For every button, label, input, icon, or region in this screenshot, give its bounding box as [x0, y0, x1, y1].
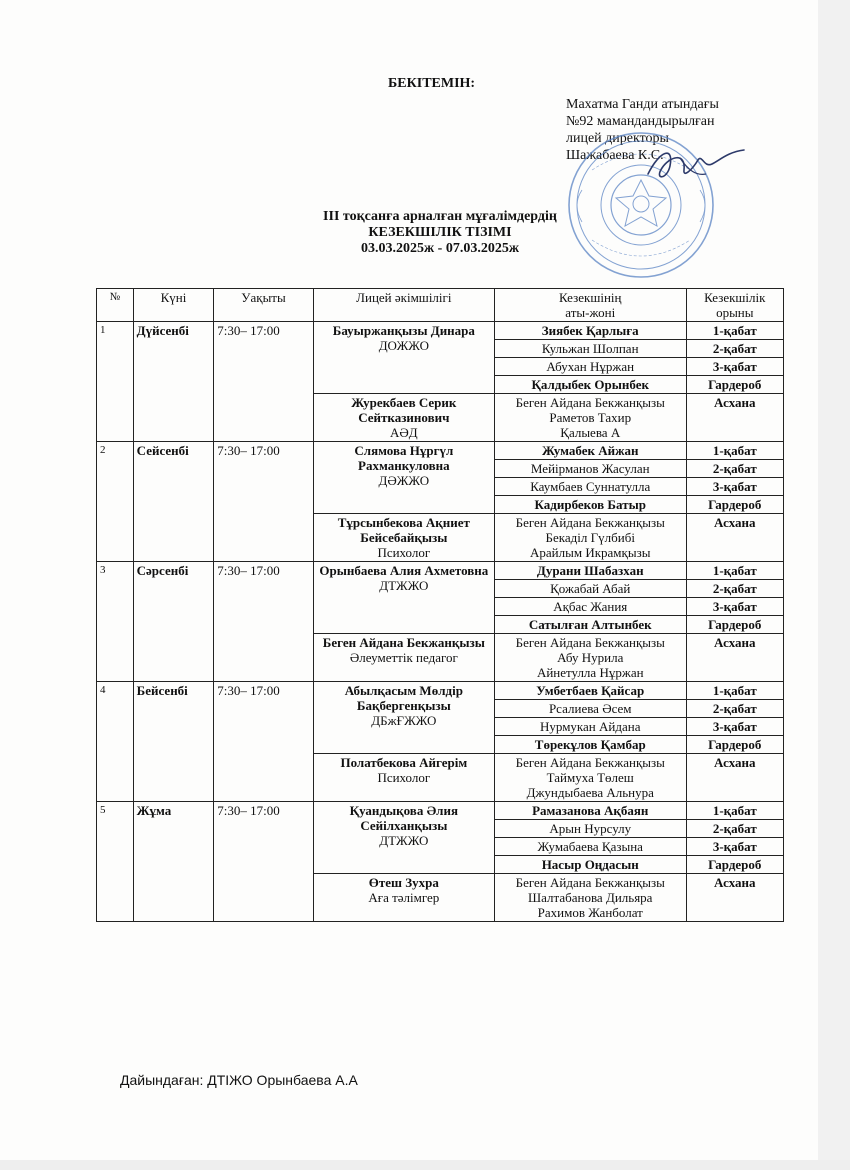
director-line: Махатма Ганди атындағы — [566, 97, 719, 112]
table-row — [97, 682, 784, 700]
canteen-people — [494, 394, 686, 442]
canteen-person: Абу Нурила — [557, 650, 624, 665]
duty-person: Каумбаев Суннатулла — [494, 478, 686, 496]
row-time: 7:30– 17:00 — [214, 802, 313, 922]
row-time: 7:30– 17:00 — [214, 322, 313, 442]
duty-place: 3-қабат — [686, 838, 783, 856]
duty-place: Гардероб — [686, 856, 783, 874]
duty-place: Гардероб — [686, 496, 783, 514]
row-admin — [313, 562, 494, 634]
director-line: Шажабаева К.С. — [566, 148, 664, 163]
header-admin: Лицей әкімшілігі — [313, 289, 494, 322]
approval-title: БЕКІТЕМІН: — [388, 76, 476, 91]
duty-place: 2-қабат — [686, 700, 783, 718]
duty-place: 3-қабат — [686, 358, 783, 376]
canteen-person: Беген Айдана Бекжанқызы — [515, 755, 665, 770]
admin-role: Аға тәлімгер — [368, 890, 440, 905]
row-number: 3 — [97, 562, 134, 682]
director-line: лицей директоры — [566, 131, 669, 146]
duty-place: 2-қабат — [686, 820, 783, 838]
row-admin — [313, 802, 494, 874]
duty-person: Кульжан Шолпан — [494, 340, 686, 358]
row-day: Бейсенбі — [133, 682, 214, 802]
canteen-people — [494, 874, 686, 922]
row-number: 4 — [97, 682, 134, 802]
duty-table — [96, 288, 784, 922]
duty-place: 2-қабат — [686, 580, 783, 598]
scan-edge — [818, 0, 850, 1170]
row-number: 5 — [97, 802, 134, 922]
duty-place: Асхана — [686, 634, 783, 682]
header-name-line: Кезекшінің — [559, 290, 622, 305]
duty-person: Жумабек Айжан — [494, 442, 686, 460]
row-admin — [313, 394, 494, 442]
row-number: 1 — [97, 322, 134, 442]
duty-place: Асхана — [686, 394, 783, 442]
row-admin — [313, 754, 494, 802]
admin-role: ДБжҒЖЖО — [371, 713, 437, 728]
duty-place: Асхана — [686, 754, 783, 802]
admin-role: ДТЖЖО — [379, 833, 429, 848]
row-number: 2 — [97, 442, 134, 562]
duty-person: Арын Нурсулу — [494, 820, 686, 838]
prepared-by: Дайындаған: ДТІЖО Орынбаева А.А — [120, 1072, 358, 1088]
row-time: 7:30– 17:00 — [214, 682, 313, 802]
admin-name: Бауыржанқызы Динара — [332, 323, 475, 338]
row-day: Сейсенбі — [133, 442, 214, 562]
row-day: Сәрсенбі — [133, 562, 214, 682]
admin-role: Әлеуметтік педагог — [349, 650, 458, 665]
row-admin — [313, 634, 494, 682]
duty-person: Қожабай Абай — [494, 580, 686, 598]
duty-person: Төрекұлов Қамбар — [494, 736, 686, 754]
canteen-person: Беген Айдана Бекжанқызы — [515, 395, 665, 410]
admin-role: ДӘЖЖО — [378, 473, 430, 488]
admin-name: Беген Айдана Бекжанқызы — [322, 635, 485, 650]
canteen-people — [494, 514, 686, 562]
canteen-person: Рахимов Жанболат — [537, 905, 643, 920]
admin-name: Тұрсынбекова Ақниет Бейсебайқызы — [337, 515, 470, 545]
duty-person: Рсалиева Әсем — [494, 700, 686, 718]
duty-place: 1-қабат — [686, 562, 783, 580]
admin-role: АӘД — [390, 425, 418, 440]
duty-person: Дурани Шабазхан — [494, 562, 686, 580]
duty-person: Абухан Нұржан — [494, 358, 686, 376]
table-row — [97, 562, 784, 580]
canteen-person: Қалыева А — [560, 425, 621, 440]
admin-role: ДТЖЖО — [379, 578, 429, 593]
canteen-people — [494, 634, 686, 682]
row-admin — [313, 442, 494, 514]
duty-place: Асхана — [686, 874, 783, 922]
duty-person: Қалдыбек Орынбек — [494, 376, 686, 394]
director-signature — [640, 140, 750, 190]
row-admin — [313, 514, 494, 562]
duty-place: Гардероб — [686, 616, 783, 634]
header-place: Кезекшілік орыны — [686, 289, 783, 322]
row-admin — [313, 322, 494, 394]
admin-name: Полатбекова Айгерім — [340, 755, 468, 770]
row-day: Жұма — [133, 802, 214, 922]
canteen-person: Шалтабанова Дильяра — [528, 890, 653, 905]
header-name — [494, 289, 686, 322]
canteen-person: Айнетулла Нұржан — [536, 665, 644, 680]
duty-person: Сатылған Алтынбек — [494, 616, 686, 634]
duty-place: 3-қабат — [686, 478, 783, 496]
canteen-person: Бекаділ Гүлбибі — [545, 530, 635, 545]
admin-name: Журекбаев Серик Сейтказинович — [351, 395, 457, 425]
canteen-person: Беген Айдана Бекжанқызы — [515, 515, 665, 530]
admin-name: Абылқасым Мөлдір Бақбергенқызы — [344, 683, 463, 713]
row-admin — [313, 874, 494, 922]
duty-person: Нурмукан Айдана — [494, 718, 686, 736]
admin-role: ДОЖЖО — [378, 338, 429, 353]
title-line-3: 03.03.2025ж - 07.03.2025ж — [361, 241, 519, 256]
duty-person: Рамазанова Ақбаян — [494, 802, 686, 820]
admin-name: Слямова Нұргүл Рахманкуловна — [354, 443, 454, 473]
duty-place: 1-қабат — [686, 322, 783, 340]
duty-place: Гардероб — [686, 376, 783, 394]
table-row — [97, 442, 784, 460]
duty-place: 1-қабат — [686, 442, 783, 460]
header-no: № — [97, 289, 134, 322]
duty-person: Кадирбеков Батыр — [494, 496, 686, 514]
canteen-people — [494, 754, 686, 802]
header-day: Күні — [133, 289, 214, 322]
document-title — [240, 209, 640, 257]
scan-bottom-edge — [0, 1160, 850, 1170]
duty-place: 3-қабат — [686, 718, 783, 736]
canteen-person: Джундыбаева Альнура — [526, 785, 654, 800]
row-admin — [313, 682, 494, 754]
admin-name: Қуандықова Әлия Сейілханқызы — [349, 803, 458, 833]
title-line-2: КЕЗЕКШІЛІК ТІЗІМІ — [368, 225, 512, 240]
duty-person: Умбетбаев Қайсар — [494, 682, 686, 700]
admin-role: Психолог — [377, 770, 431, 785]
table-header-row — [97, 289, 784, 322]
duty-person: Мейірманов Жасулан — [494, 460, 686, 478]
canteen-person: Арайлым Икрамқызы — [530, 545, 651, 560]
admin-role: Психолог — [377, 545, 431, 560]
duty-place: 2-қабат — [686, 340, 783, 358]
table-row — [97, 322, 784, 340]
admin-name: Өтеш Зухра — [368, 875, 439, 890]
header-name-line: аты-жоні — [565, 305, 616, 320]
table-row — [97, 802, 784, 820]
duty-place: Гардероб — [686, 736, 783, 754]
duty-person: Насыр Оңдасын — [494, 856, 686, 874]
row-time: 7:30– 17:00 — [214, 562, 313, 682]
duty-place: Асхана — [686, 514, 783, 562]
header-time: Уақыты — [214, 289, 313, 322]
duty-place: 1-қабат — [686, 682, 783, 700]
duty-person: Зиябек Қарлыға — [494, 322, 686, 340]
duty-place: 3-қабат — [686, 598, 783, 616]
title-line-1: III тоқсанға арналған мұғалімдердің — [323, 209, 557, 224]
canteen-person: Беген Айдана Бекжанқызы — [515, 635, 665, 650]
canteen-person: Раметов Тахир — [549, 410, 632, 425]
canteen-person: Таймуха Төлеш — [546, 770, 634, 785]
duty-place: 1-қабат — [686, 802, 783, 820]
duty-person: Жумабаева Қазына — [494, 838, 686, 856]
admin-name: Орынбаева Алия Ахметовна — [319, 563, 489, 578]
row-day: Дүйсенбі — [133, 322, 214, 442]
duty-place: 2-қабат — [686, 460, 783, 478]
row-time: 7:30– 17:00 — [214, 442, 313, 562]
director-line: №92 мамандандырылған — [566, 114, 715, 129]
duty-person: Ақбас Жания — [494, 598, 686, 616]
canteen-person: Беген Айдана Бекжанқызы — [515, 875, 665, 890]
